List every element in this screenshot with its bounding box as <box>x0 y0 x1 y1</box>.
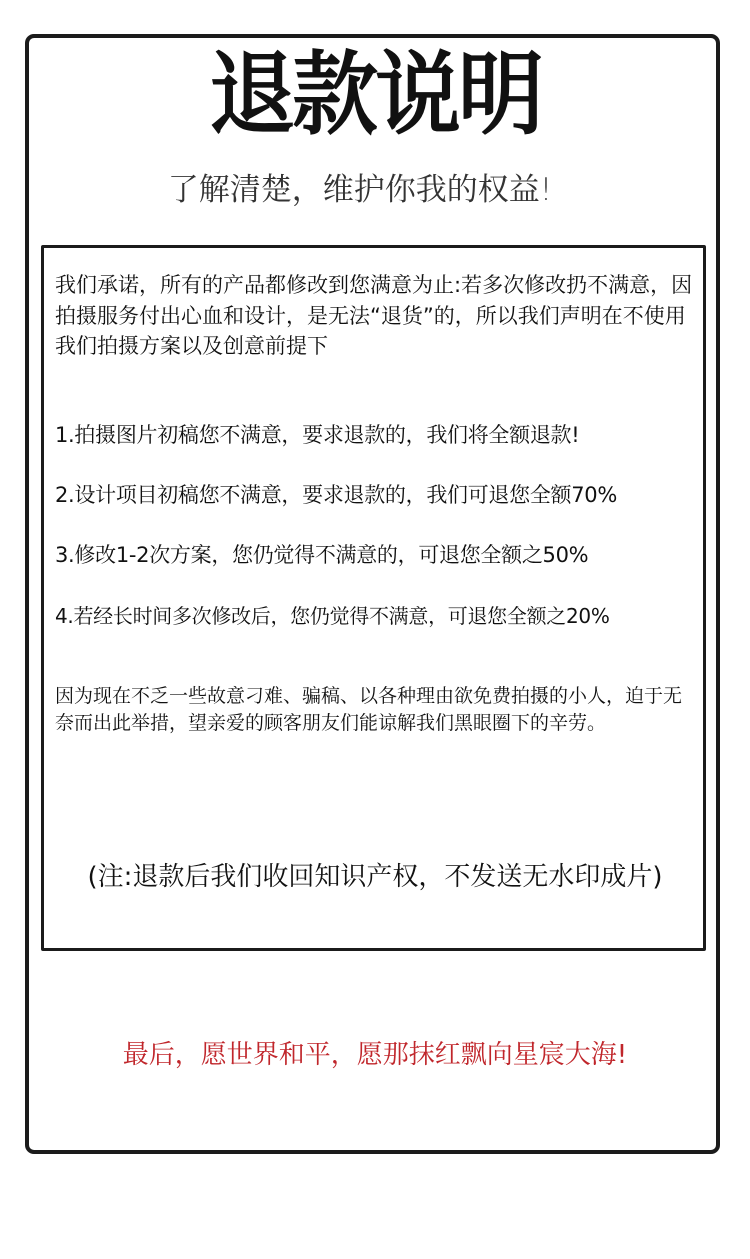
closing-message: 最后，愿世界和平，愿那抹红飘向星宸大海! <box>122 1040 628 1070</box>
page-subtitle: 了解清楚，维护你我的权益! <box>167 172 553 208</box>
page-title: 退款说明 <box>209 42 541 148</box>
policy-intro: 我们承诺，所有的产品都修改到您满意为止:若多次修改扔不满意，因拍摄服务付出心血和设计，是无法“退货”的，所以我们声明在不使用我们拍摄方案以及创意前提下 <box>55 273 693 358</box>
policy-footnote: (注:退款后我们收回知识产权，不发送无水印成片) <box>87 862 663 892</box>
policy-item-4: 4.若经长时间多次修改后，您仍觉得不满意，可退您全额之20% <box>55 604 610 628</box>
policy-item-3: 3.修改1-2次方案，您仍觉得不满意的，可退您全额之50% <box>55 543 589 567</box>
policy-item-1: 1.拍摄图片初稿您不满意，要求退款的，我们将全额退款! <box>55 423 580 447</box>
policy-notice: 因为现在不乏一些故意刁难、骗稿、以各种理由欲免费拍摄的小人，迫于无奈而出此举措，望亲爱的顾客朋友们能谅解我们黑眼圈下的辛劳。 <box>55 685 683 734</box>
policy-item-2: 2.设计项目初稿您不满意，要求退款的，我们可退您全额70% <box>55 483 618 507</box>
